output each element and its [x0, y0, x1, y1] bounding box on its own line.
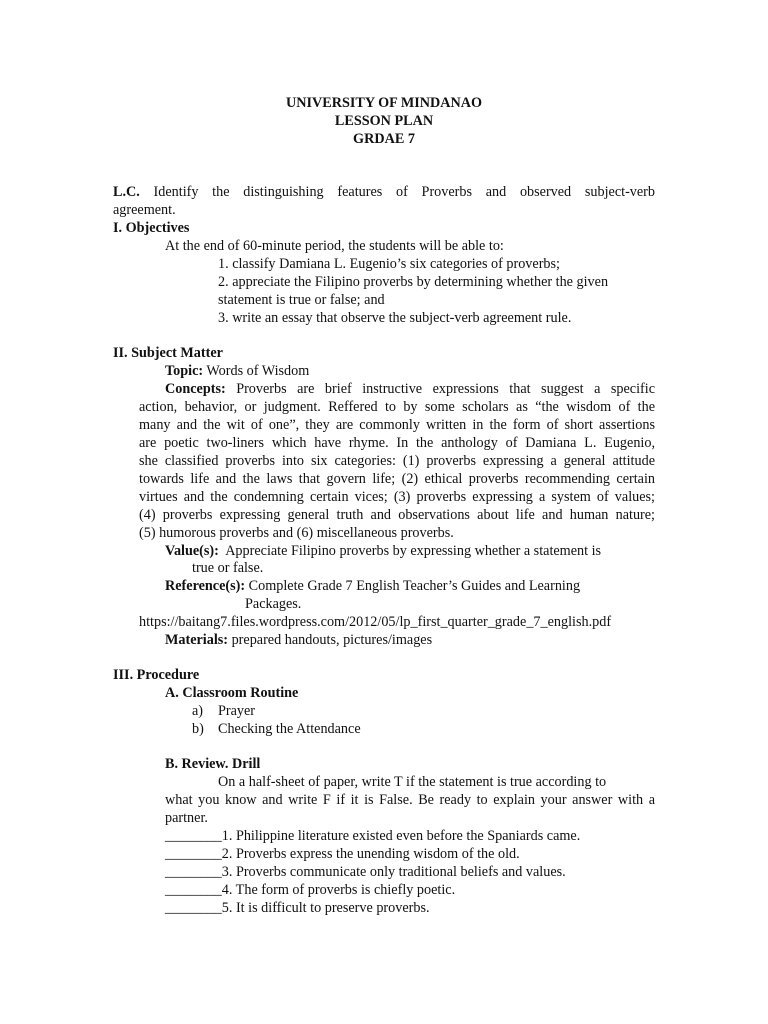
classroom-routine-heading: A. Classroom Routine: [165, 685, 299, 701]
concepts-line-4: are poetic two-liners which have rhyme. In the anthology of Damiana L. Eugenio,: [139, 435, 655, 451]
topic-label: Topic:: [165, 363, 204, 379]
values-text: Appreciate Filipino proverbs by expressing whether a statement is: [225, 543, 602, 559]
drill-item-text: 2. Proverbs express the unending wisdom of the old.: [221, 846, 520, 862]
objectives-intro: At the end of 60-minute period, the students will be able to:: [165, 238, 504, 254]
drill-item-text: 3. Proverbs communicate only traditional beliefs and values.: [221, 864, 566, 880]
references-label: Reference(s):: [165, 578, 246, 594]
references-text: Complete Grade 7 English Teacher’s Guides and Learning: [248, 578, 581, 594]
grade-level: GRDAE 7: [353, 131, 415, 147]
procedure-heading: III. Procedure: [113, 667, 200, 683]
review-drill-heading: B. Review. Drill: [165, 756, 261, 772]
concepts-line-5: she classified proverbs into six categories: (1) proverbs expressing a general attitude: [139, 453, 655, 469]
routine-item-prayer: Prayer: [218, 703, 256, 719]
references-url: https://baitang7.files.wordpress.com/2012/05/lp_first_quarter_grade_7_english.pdf: [139, 614, 612, 630]
answer-blank: ________: [165, 882, 222, 898]
answer-blank: ________: [165, 864, 222, 880]
drill-item-text: 4. The form of proverbs is chiefly poetic.: [221, 882, 456, 898]
routine-marker: a): [192, 703, 204, 719]
answer-blank: ________: [165, 900, 222, 916]
concepts-line-7: virtues and the condemning certain vices; (3) proverbs expressing a system of values;: [139, 489, 655, 505]
answer-blank: ________: [165, 828, 222, 844]
concepts-text: Proverbs are brief instructive expressions that suggest a specific: [236, 381, 656, 397]
objective-item-2-line-2: statement is true or false; and: [218, 292, 385, 308]
review-instructions-line-2: what you know and write F if it is False. Be ready to explain your answer with a: [165, 792, 655, 808]
university-title: UNIVERSITY OF MINDANAO: [285, 95, 482, 111]
routine-item-attendance: Checking the Attendance: [218, 721, 361, 737]
subject-matter-heading: II. Subject Matter: [113, 345, 223, 361]
document-type: LESSON PLAN: [334, 113, 434, 129]
values-line-1: [165, 542, 601, 560]
topic-value: Words of Wisdom: [206, 363, 310, 379]
lc-line-1: [113, 183, 655, 201]
routine-marker: b): [192, 721, 204, 737]
concepts-line-6: towards life and the laws that govern life; (2) ethical proverbs recommending certain: [139, 471, 655, 487]
materials-label: Materials:: [165, 632, 229, 648]
concepts-label: Concepts:: [165, 381, 226, 397]
drill-item: [165, 863, 566, 881]
references-line-2: Packages.: [245, 596, 302, 612]
objective-item-2-line-1: 2. appreciate the Filipino proverbs by determining whether the given: [218, 274, 609, 290]
review-instructions-line-3: partner.: [165, 810, 208, 826]
lc-line-2: agreement.: [113, 202, 176, 218]
objective-item-1: 1. classify Damiana L. Eugenio’s six categories of proverbs;: [218, 256, 560, 272]
drill-item: [165, 845, 520, 863]
lc-text: Identify the distinguishing features of Proverbs and observed subject-verb: [153, 184, 656, 200]
concepts-line-1: [165, 380, 655, 398]
values-label: Value(s):: [165, 543, 219, 559]
values-line-2: true or false.: [192, 560, 264, 576]
materials-line: [165, 631, 432, 649]
drill-item: [165, 881, 455, 899]
materials-value: prepared handouts, pictures/images: [231, 632, 433, 648]
drill-item-text: 5. It is difficult to preserve proverbs.: [221, 900, 430, 916]
drill-item: [165, 899, 430, 917]
concepts-line-3: many and the wit of one”, they are commonly written in the form of short assertions: [139, 417, 655, 433]
references-line-1: [165, 577, 580, 595]
answer-blank: ________: [165, 846, 222, 862]
lc-label: L.C.: [113, 184, 140, 200]
drill-item: [165, 827, 580, 845]
objective-item-3: 3. write an essay that observe the subject-verb agreement rule.: [218, 310, 572, 326]
concepts-line-8: (4) proverbs expressing general truth and observations about life and human nature;: [139, 507, 655, 523]
objectives-heading: I. Objectives: [113, 220, 190, 236]
review-instructions-line-1: On a half-sheet of paper, write T if the statement is true according to: [218, 774, 607, 790]
drill-item-text: 1. Philippine literature existed even before the Spaniards came.: [221, 828, 581, 844]
topic-line: [165, 362, 309, 380]
concepts-line-9: (5) humorous proverbs and (6) miscellaneous proverbs.: [139, 525, 454, 541]
concepts-line-2: action, behavior, or judgment. Reffered to by some scholars as “the wisdom of the: [139, 399, 655, 415]
